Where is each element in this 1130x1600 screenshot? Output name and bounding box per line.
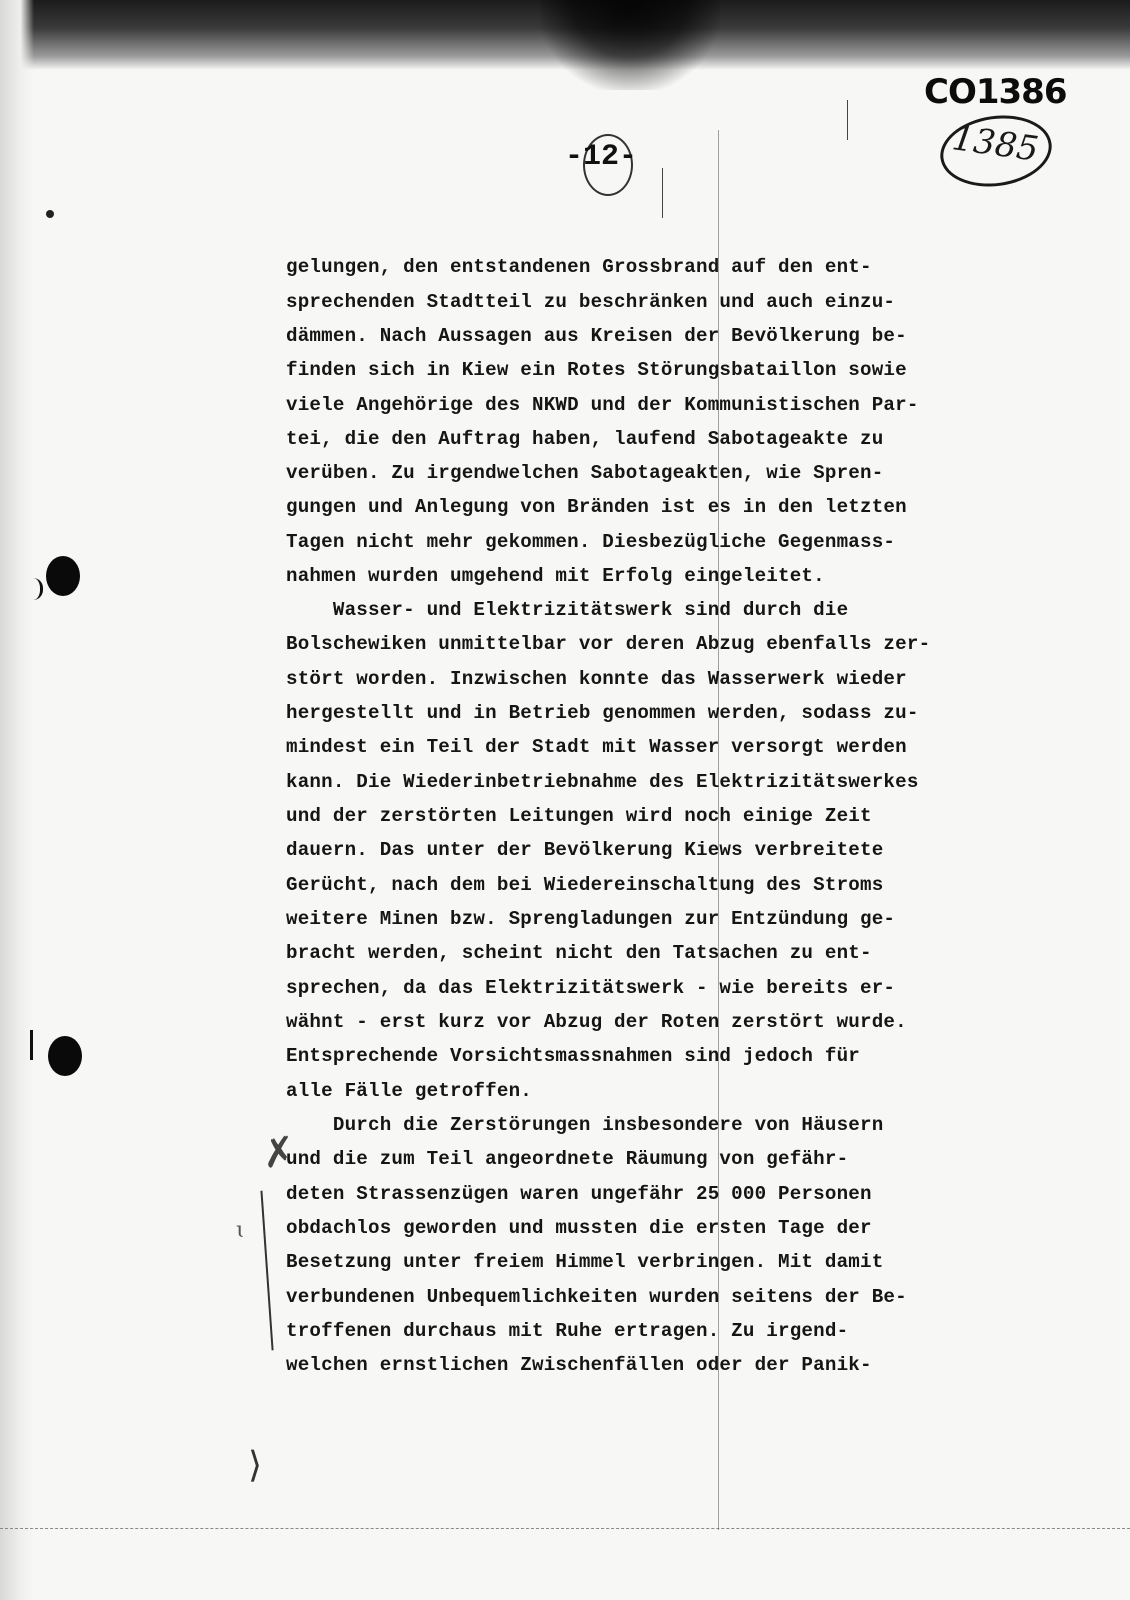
margin-pencil-mark: ɩ — [236, 1218, 245, 1243]
text-line: gungen und Anlegung von Bränden ist es in den letzten — [286, 496, 907, 518]
text-line: welchen ernstlichen Zwischenfällen oder der Panik- — [286, 1354, 872, 1376]
scan-bottom-line — [0, 1528, 1130, 1529]
text-line: alle Fälle getroffen. — [286, 1080, 533, 1102]
text-line: finden sich in Kiew ein Rotes Störungsbataillon sowie — [286, 359, 907, 381]
binding-mark — [30, 578, 43, 600]
text-line: dämmen. Nach Aussagen aus Kreisen der Bevölkerung be- — [286, 325, 907, 347]
text-line: verüben. Zu irgendwelchen Sabotageakten, wie Spren- — [286, 462, 884, 484]
scan-dot — [46, 210, 54, 218]
text-line: sprechenden Stadtteil zu beschränken und auch einzu- — [286, 291, 896, 313]
text-line: tei, die den Auftrag haben, laufend Sabotageakte zu — [286, 428, 884, 450]
text-line: Entsprechende Vorsichtsmassnahmen sind jedoch für — [286, 1045, 861, 1067]
scan-left-edge — [0, 0, 34, 1600]
handwritten-number: 1385 — [949, 118, 1041, 170]
text-line: wähnt - erst kurz vor Abzug der Roten zerstört wurde. — [286, 1011, 907, 1033]
text-line: Wasser- und Elektrizitätswerk sind durch die — [286, 599, 849, 621]
text-line: dauern. Das unter der Bevölkerung Kiews verbreitete — [286, 839, 884, 861]
document-id: CO1386 — [924, 72, 1067, 112]
text-line: und die zum Teil angeordnete Räumung von gefähr- — [286, 1148, 849, 1170]
handwritten-cross-mark: ✗ — [258, 1127, 299, 1179]
margin-pencil-mark: ⟩ — [248, 1445, 263, 1486]
text-line: mindest ein Teil der Stadt mit Wasser versorgt werden — [286, 736, 907, 758]
text-line: Bolschewiken unmittelbar vor deren Abzug ebenfalls zer- — [286, 633, 931, 655]
text-line: stört worden. Inzwischen konnte das Wasserwerk wieder — [286, 668, 907, 690]
text-line: Besetzung unter freiem Himmel verbringen. Mit damit — [286, 1251, 884, 1273]
fold-line — [662, 168, 663, 218]
scan-top-shadow — [540, 0, 720, 90]
text-line: und der zerstörten Leitungen wird noch einige Zeit — [286, 805, 872, 827]
text-line: gelungen, den entstandenen Grossbrand auf den ent- — [286, 256, 872, 278]
page-number: -12- — [565, 140, 638, 174]
text-line: kann. Die Wiederinbetriebnahme des Elektrizitätswerkes — [286, 771, 919, 793]
text-line: Durch die Zerstörungen insbesondere von Häusern — [286, 1114, 884, 1136]
text-line: weitere Minen bzw. Sprengladungen zur Entzündung ge- — [286, 908, 896, 930]
text-line: troffenen durchaus mit Ruhe ertragen. Zu irgend- — [286, 1320, 849, 1342]
punch-hole-upper — [46, 556, 80, 596]
text-line: Tagen nicht mehr gekommen. Diesbezügliche Gegenmass- — [286, 531, 896, 553]
text-line: bracht werden, scheint nicht den Tatsachen zu ent- — [286, 942, 872, 964]
text-line: verbundenen Unbequemlichkeiten wurden seitens der Be- — [286, 1286, 907, 1308]
text-line: nahmen wurden umgehend mit Erfolg eingeleitet. — [286, 565, 825, 587]
text-line: hergestellt und in Betrieb genommen werden, sodass zu- — [286, 702, 919, 724]
text-line: obdachlos geworden und mussten die ersten Tage der — [286, 1217, 872, 1239]
punch-hole-lower — [48, 1036, 82, 1076]
text-line: sprechen, da das Elektrizitätswerk - wie bereits er- — [286, 977, 896, 999]
fold-line — [847, 100, 848, 140]
text-line: viele Angehörige des NKWD und der Kommunistischen Par- — [286, 394, 919, 416]
text-line: deten Strassenzügen waren ungefähr 25 000 Personen — [286, 1183, 872, 1205]
text-line: Gerücht, nach dem bei Wiedereinschaltung des Stroms — [286, 874, 884, 896]
binding-mark — [30, 1030, 41, 1060]
